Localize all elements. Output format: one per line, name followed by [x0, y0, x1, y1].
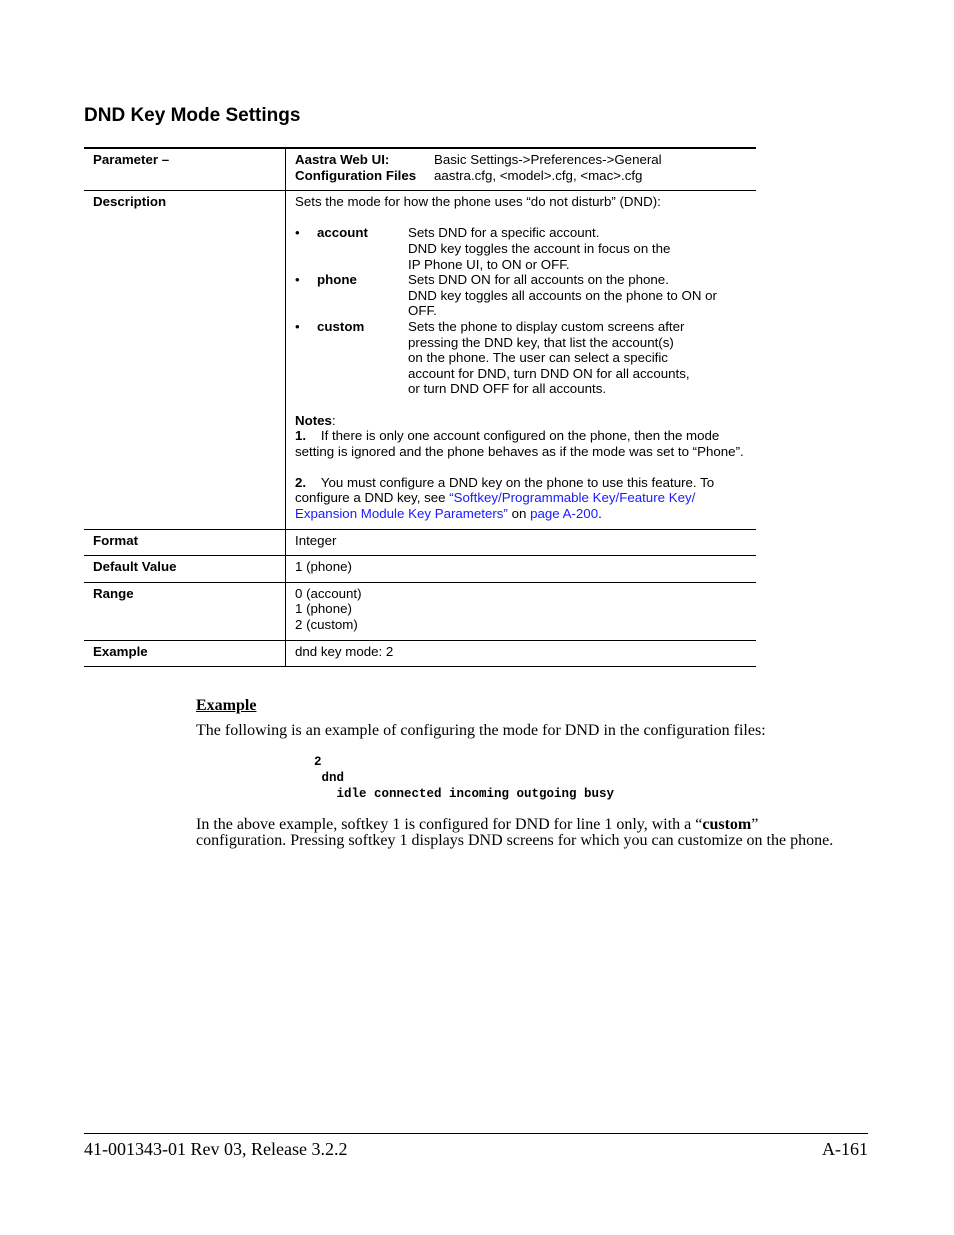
range-value: 0 (account) 1 (phone) 2 (custom) [286, 582, 757, 640]
parameter-label-cell [84, 148, 286, 191]
table-row [84, 529, 756, 556]
bullet: • [295, 225, 300, 241]
note-2: 2. You must configure a DND key on the phone to use this feature. To configure a DND key, see “Softkey/Programmable Key/Feature Key/ Expansion Module Key Parameters” on page A-200. [295, 474, 715, 522]
code-block: 2 dnd idle connected incoming outgoing busy [314, 755, 615, 801]
table-row [84, 582, 756, 640]
format-label: Format [84, 529, 286, 556]
option-description: Sets DND ON for all accounts on the phone. DND key toggles all accounts on the phone to ON or OFF. [408, 272, 717, 319]
section-title: DND Key Mode Settings [84, 105, 301, 126]
option-name: phone [317, 272, 357, 288]
description-label: Description [84, 191, 286, 529]
range-label: Range [84, 582, 286, 640]
footer-document-id: 41-001343-01 Rev 03, Release 3.2.2 [84, 1139, 348, 1159]
example-explanation: In the above example, softkey 1 is configured for DND for line 1 only, with a “custom” configuration. Pressing softkey 1 displays DND screens for which you can customize on the phone. [196, 816, 834, 849]
parameter-source-cell [286, 148, 757, 191]
note-1: 1. If there is only one account configured on the phone, then the mode setting is ignored and the phone behaves as if the mode was set to “Phone”. [295, 428, 744, 459]
softkey-parameters-link[interactable]: “Softkey/Programmable Key/Feature Key/ Expansion Module Key Parameters” [295, 490, 696, 522]
default-value-value: 1 (phone) [286, 556, 757, 583]
option-account [295, 225, 747, 272]
table-row-description [84, 191, 756, 529]
parameter-table [84, 147, 756, 667]
config-files-key: Configuration Files [295, 167, 417, 183]
footer-page-number: A-161 [822, 1139, 868, 1159]
bullet: • [295, 272, 300, 288]
option-custom [295, 319, 747, 397]
option-list [295, 225, 747, 397]
example-label: Example [84, 640, 286, 667]
page-a200-link[interactable]: page A-200 [530, 506, 599, 522]
bullet: • [295, 318, 300, 334]
web-ui-value: Basic Settings->Preferences->General [434, 152, 662, 167]
option-phone [295, 272, 747, 319]
table-row-header [84, 148, 756, 191]
footer-rule [84, 1133, 868, 1134]
default-value-label: Default Value [84, 556, 286, 583]
format-value: Integer [286, 529, 757, 556]
web-ui-key: Aastra Web UI: [295, 152, 390, 167]
example-text: The following is an example of configuring the mode for DND in the configuration files: [196, 722, 766, 739]
option-name: account [317, 225, 368, 241]
parameter-label: Parameter – [93, 152, 170, 167]
option-description: Sets DND for a specific account. DND key toggles the account in focus on the IP Phone UI, to ON or OFF. [408, 225, 671, 272]
option-name: custom [317, 318, 365, 334]
notes-heading: Notes: [295, 412, 336, 428]
table-row [84, 556, 756, 583]
table-row [84, 640, 756, 667]
config-files-value: aastra.cfg, <model>.cfg, <mac>.cfg [434, 167, 643, 183]
example-value: dnd key mode: 2 [286, 640, 757, 667]
description-cell [286, 191, 757, 529]
description-intro: Sets the mode for how the phone uses “do not disturb” (DND): [295, 194, 661, 210]
example-heading: Example [196, 697, 257, 714]
option-description: Sets the phone to display custom screens after pressing the DND key, that list the account(s) on the phone. The user can select a specific account for DND, turn DND ON for all accounts, or turn DND OFF for all accounts. [408, 318, 690, 397]
